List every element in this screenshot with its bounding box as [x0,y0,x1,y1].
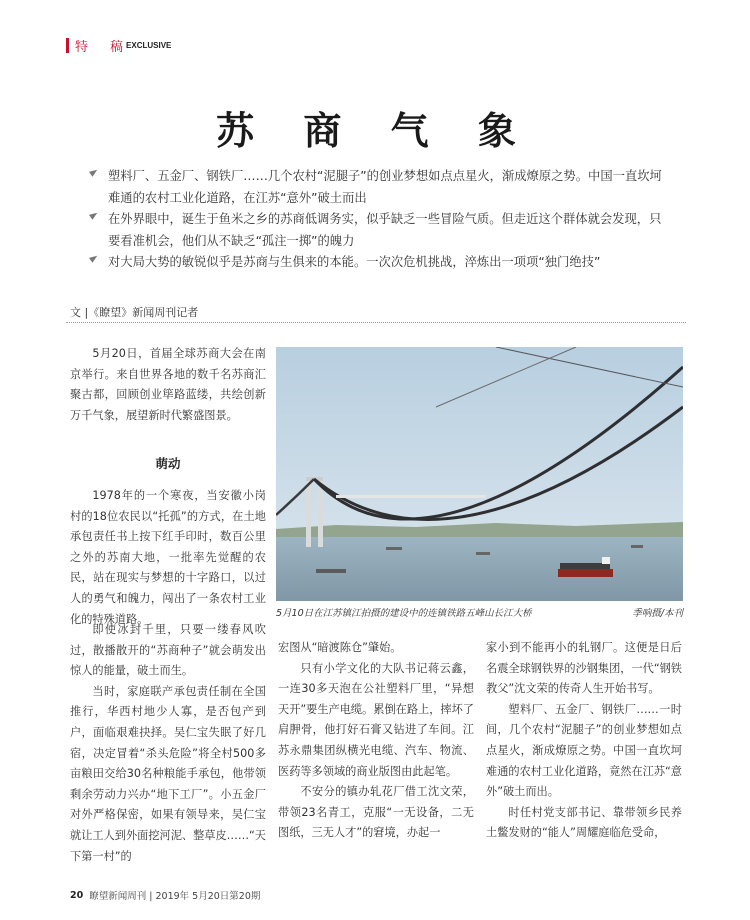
paragraph: 家小到不能再小的轧钢厂。这便是日后名震全球钢铁界的沙钢集团，一代“钢铁教父”沈文荣的传奇人生开始书写。 [486,641,682,696]
page-number: 20 [70,889,84,901]
bridge-photo [276,347,683,601]
paragraph: 宏图从“暗渡陈仓”肇始。 [278,641,402,654]
bullet-arrow-icon [89,210,99,220]
column-tag-bar [66,38,69,53]
lead-item [90,166,670,209]
paragraph: 即使冰封千里，只要一缕春风吹过，散播散开的“苏商种子”就会萌发出惊人的能量，破土而生。 [70,623,266,678]
paragraph: 只有小学文化的大队书记蒋云鑫，一连30多天泡在公社塑料厂里，“异想天开”要生产电缆。累倒在路上，摔坏了肩胛骨，他打好石膏又钻进了车间。江苏永鼎集团纵横光电缆、汽车、物流、医药等多领域的商业版图由此起笔。 [278,661,474,778]
lead-item [90,252,670,274]
lead-item [90,209,670,252]
body-column-3 [486,638,682,844]
photo-caption [276,605,683,619]
paragraph: 5月20日，首届全球苏商大会在南京举行。来自世界各地的数千名苏商汇聚古都，回顾创业筚路蓝缕，共绘创新万千气象，展望新时代繁盛图景。 [70,347,266,422]
paragraph: 不安分的镇办轧花厂借工沈文荣，带领23名青工，克服“一无设备，二无图纸，三无人才”的窘境，办起一 [278,785,474,840]
column-tag-en: EXCLUSIVE [126,40,172,50]
lead-list [90,166,670,274]
column-tag [66,36,171,54]
bridge-photo-graphic [276,347,683,601]
body-column-1 [70,344,266,426]
body-column-2 [278,638,474,844]
lead-text: 塑料厂、五金厂、钢铁厂……几个农村“泥腿子”的创业梦想如点点星火，渐成燎原之势。中国一直坎坷难通的农村工业化道路，在江苏“意外”破土而出 [108,169,662,205]
paragraph: 1978年的一个寒夜，当安徽小岗村的18位农民以“托孤”的方式，在土地承包责任书上按下红手印时，数百公里之外的苏南大地，一批率先觉醒的农民，站在现实与梦想的十字路口，以过人的勇气和魄力，闯出了一条农村工业化的特殊道路。 [70,489,266,626]
article-title: 苏 商 气 象 [216,108,534,153]
paragraph: 时任村党支部书记、靠带领乡民养土鳖发财的“能人”周耀庭临危受命， [486,805,682,840]
column-tag-cn-1: 特 [75,39,91,55]
body-column-1-bottom [70,620,266,867]
divider [66,322,686,323]
section-heading: 萌动 [155,456,181,471]
page-footer [70,888,260,902]
paragraph: 当时，家庭联产承包责任制在全国推行，华西村地少人寡，是否包产到户，面临艰难抉择。吴仁宝失眠了好几宿，决定冒着“杀头危险”将全村500多亩粮田交给30名种粮能手承包，他带领剩余劳动力兴办“地下工厂”。小五金厂对外严格保密，如果有领导来，吴仁宝就让工人到外面挖河泥、整草皮……“天下第一村”的 [70,684,266,863]
column-tag-cn-2: 稿 [110,39,124,55]
bullet-arrow-icon [89,167,99,177]
caption-text: 5月10日在江苏镇江拍摄的建设中的连镇铁路五峰山长江大桥 [276,608,532,619]
bullet-arrow-icon [89,253,99,263]
lead-text: 对大局大势的敏锐似乎是苏商与生俱来的本能。一次次危机挑战，淬炼出一项项“独门绝技” [108,255,601,269]
byline: 文 |《瞭望》新闻周刊记者 [70,306,199,319]
lead-text: 在外界眼中，诞生于鱼米之乡的苏商低调务实，似乎缺乏一些冒险气质。但走近这个群体就会发现，只要看准机会，他们从不缺乏“孤注一掷”的魄力 [108,212,662,248]
body-column-1-middle [70,486,266,630]
footer-text: 瞭望新闻周刊 | 2019年 5月20日第20期 [89,891,261,902]
photo-credit: 季响摄/本刊 [632,608,683,619]
paragraph: 塑料厂、五金厂、钢铁厂……一时间，几个农村“泥腿子”的创业梦想如点点星火，渐成燎原之势。中国一直坎坷难通的农村工业化道路，竟然在江苏“意外”破土而出。 [486,702,682,799]
